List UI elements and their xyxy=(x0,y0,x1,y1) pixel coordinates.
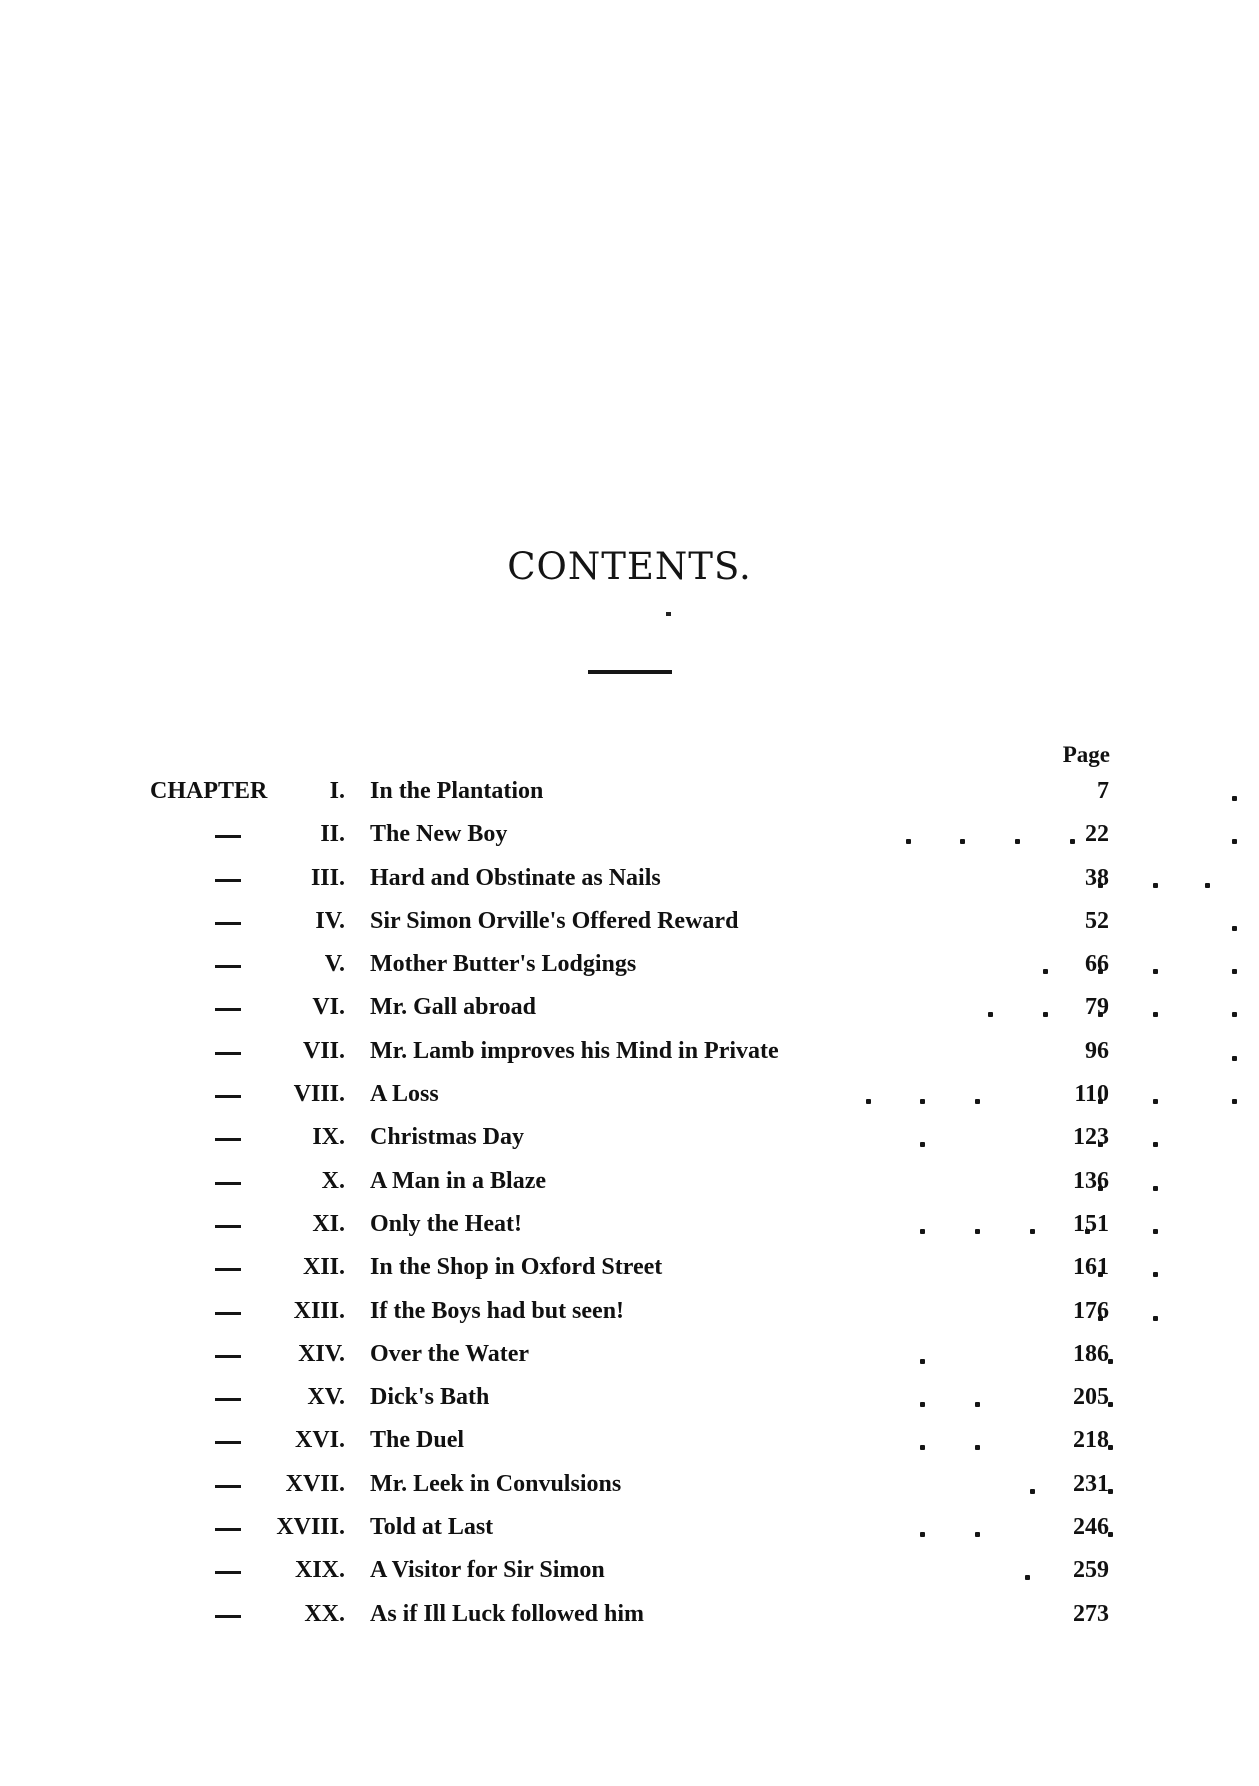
ditto-dash xyxy=(215,900,241,943)
page-number: 186 xyxy=(1073,1340,1109,1367)
toc-entry xyxy=(0,770,1259,813)
leader-dot xyxy=(1232,1056,1237,1061)
page-number: 123 xyxy=(1073,1124,1109,1151)
chapter-title: Over the Water xyxy=(370,1340,530,1367)
chapter-numeral: VIII. xyxy=(293,1081,345,1108)
leader-dots xyxy=(540,1419,980,1462)
leader-dots xyxy=(540,1593,980,1636)
page-number: 205 xyxy=(1073,1384,1109,1411)
toc-entry xyxy=(0,813,1259,856)
ditto-dash xyxy=(215,1073,241,1116)
ditto-dash xyxy=(215,943,241,986)
leader-dots xyxy=(540,1246,980,1289)
page-number: 96 xyxy=(1085,1037,1109,1064)
ditto-dash xyxy=(215,1593,241,1636)
leader-dot xyxy=(1153,1316,1158,1321)
page-number: 52 xyxy=(1085,907,1109,934)
leader-dot xyxy=(1015,839,1020,844)
page-column-header: Page xyxy=(1062,742,1110,767)
leader-dot xyxy=(866,1099,871,1104)
chapter-numeral: I. xyxy=(329,778,345,804)
toc-entry xyxy=(0,986,1259,1029)
page-number: 273 xyxy=(1073,1600,1109,1627)
chapter-numeral: XII. xyxy=(302,1254,345,1281)
ditto-dash xyxy=(215,1116,241,1159)
toc-entry xyxy=(0,1593,1259,1636)
chapter-title: A Visitor for Sir Simon xyxy=(370,1557,605,1584)
leader-dots xyxy=(540,1030,980,1073)
chapter-numeral: X. xyxy=(321,1167,345,1194)
chapter-numeral: XVI. xyxy=(294,1427,345,1454)
leader-dot xyxy=(1025,1575,1030,1580)
page-number: 38 xyxy=(1085,864,1109,891)
ditto-dash xyxy=(215,1246,241,1289)
leader-dot xyxy=(1030,1489,1035,1494)
toc-entry xyxy=(0,1246,1259,1289)
leader-dot xyxy=(975,1229,980,1234)
chapter-numeral: V. xyxy=(324,951,345,978)
leader-dots xyxy=(540,1506,980,1549)
chapter-numeral: XIII. xyxy=(293,1297,345,1324)
chapter-title: A Man in a Blaze xyxy=(370,1167,547,1194)
ditto-dash xyxy=(215,1506,241,1549)
toc-entry xyxy=(0,1203,1259,1246)
leader-dots xyxy=(540,1333,980,1376)
leader-dots xyxy=(540,1116,980,1159)
toc-entry xyxy=(0,1333,1259,1376)
page-number: 22 xyxy=(1085,821,1109,848)
toc-entry xyxy=(0,1160,1259,1203)
page-number: 79 xyxy=(1085,994,1109,1021)
ditto-dash xyxy=(215,1290,241,1333)
ditto-dash xyxy=(215,813,241,856)
leader-dot xyxy=(1153,1186,1158,1191)
leader-dot xyxy=(1205,883,1210,888)
leader-dots xyxy=(540,857,980,900)
leader-dot xyxy=(1153,883,1158,888)
chapter-numeral: XIV. xyxy=(298,1340,345,1367)
toc-entry xyxy=(0,1463,1259,1506)
page-number: 161 xyxy=(1073,1254,1109,1281)
leader-dots xyxy=(540,943,980,986)
leader-dot xyxy=(920,1229,925,1234)
chapter-title: The Duel xyxy=(370,1427,465,1454)
ditto-dash xyxy=(215,1419,241,1462)
ditto-dash xyxy=(215,1160,241,1203)
toc-entry xyxy=(0,943,1259,986)
toc-entry xyxy=(0,1073,1259,1116)
leader-dot xyxy=(1153,1229,1158,1234)
page-number: 66 xyxy=(1085,951,1109,978)
title-rule xyxy=(588,670,672,674)
toc-entry xyxy=(0,900,1259,943)
chapter-title: Mr. Gall abroad xyxy=(370,994,537,1021)
ditto-dash xyxy=(215,1376,241,1419)
chapter-title: Hard and Obstinate as Nails xyxy=(370,864,661,891)
leader-dot xyxy=(920,1402,925,1407)
page-number: 218 xyxy=(1073,1427,1109,1454)
chapter-title: Sir Simon Orville's Offered Reward xyxy=(370,907,739,934)
leader-dots xyxy=(540,813,980,856)
chapter-title: Christmas Day xyxy=(370,1124,524,1151)
chapter-numeral: VI. xyxy=(312,994,345,1021)
toc-entry xyxy=(0,1376,1259,1419)
ditto-dash xyxy=(215,857,241,900)
leader-dots xyxy=(540,770,980,813)
leader-dot xyxy=(1153,1012,1158,1017)
leader-dots xyxy=(540,1290,980,1333)
leader-dots xyxy=(540,986,980,1029)
chapter-numeral: XIX. xyxy=(294,1557,345,1584)
leader-dot xyxy=(1153,1099,1158,1104)
leader-dot xyxy=(1232,839,1237,844)
page-title: CONTENTS. xyxy=(507,545,752,588)
chapter-title: Dick's Bath xyxy=(370,1384,490,1411)
ditto-dash xyxy=(215,1030,241,1073)
leader-dot xyxy=(1232,796,1237,801)
leader-dot xyxy=(920,1359,925,1364)
chapter-numeral: IX. xyxy=(312,1124,345,1151)
chapter-numeral: VII. xyxy=(302,1037,345,1064)
chapter-title: As if Ill Luck followed him xyxy=(370,1600,645,1627)
toc-entry xyxy=(0,1030,1259,1073)
leader-dot xyxy=(1153,969,1158,974)
page-number: 259 xyxy=(1073,1557,1109,1584)
chapter-title: A Loss xyxy=(370,1081,439,1108)
toc-entry xyxy=(0,1506,1259,1549)
chapter-numeral: III. xyxy=(310,864,345,891)
leader-dot xyxy=(920,1532,925,1537)
chapter-title: In the Shop in Oxford Street xyxy=(370,1254,663,1281)
page-number: 136 xyxy=(1073,1167,1109,1194)
page-number: 231 xyxy=(1073,1470,1109,1497)
ditto-dash xyxy=(215,1333,241,1376)
page-number: 246 xyxy=(1073,1514,1109,1541)
toc-entry xyxy=(0,1549,1259,1592)
leader-dot xyxy=(1232,1012,1237,1017)
leader-dot xyxy=(975,1532,980,1537)
leader-dots xyxy=(540,1376,980,1419)
leader-dot xyxy=(975,1099,980,1104)
leader-dots xyxy=(540,1463,980,1506)
chapter-title: If the Boys had but seen! xyxy=(370,1297,625,1324)
chapter-title: Only the Heat! xyxy=(370,1210,522,1237)
chapter-numeral: XVII. xyxy=(285,1470,345,1497)
toc-entry xyxy=(0,1290,1259,1333)
leader-dots xyxy=(540,900,980,943)
chapter-label: CHAPTER xyxy=(150,778,268,804)
page-number: 151 xyxy=(1073,1210,1109,1237)
leader-dots xyxy=(540,1160,980,1203)
ditto-dash xyxy=(215,986,241,1029)
toc-entry xyxy=(0,1116,1259,1159)
ditto-dash xyxy=(215,1203,241,1246)
chapter-numeral: II. xyxy=(320,821,345,848)
chapter-numeral: XV. xyxy=(307,1384,345,1411)
leader-dot xyxy=(1153,1142,1158,1147)
chapter-numeral: XVIII. xyxy=(276,1514,345,1541)
leader-dots xyxy=(540,1203,980,1246)
chapter-title: In the Plantation xyxy=(370,778,544,804)
leader-dot xyxy=(988,1012,993,1017)
leader-dot xyxy=(1030,1229,1035,1234)
chapter-numeral: XI. xyxy=(312,1210,345,1237)
chapter-title: Told at Last xyxy=(370,1514,494,1541)
ditto-dash xyxy=(215,1549,241,1592)
leader-dot xyxy=(975,1402,980,1407)
leader-dots xyxy=(540,1549,980,1592)
toc-entry xyxy=(0,1419,1259,1462)
leader-dot xyxy=(920,1142,925,1147)
ditto-dash xyxy=(215,1463,241,1506)
leader-dot xyxy=(1232,969,1237,974)
chapter-title: Mother Butter's Lodgings xyxy=(370,951,637,978)
leader-dot xyxy=(906,839,911,844)
chapter-title: Mr. Leek in Convulsions xyxy=(370,1470,622,1497)
table-of-contents xyxy=(0,770,1259,1636)
leader-dot xyxy=(975,1445,980,1450)
title-ornament-dot xyxy=(666,612,671,616)
leader-dot xyxy=(920,1099,925,1104)
page-number: 110 xyxy=(1074,1081,1109,1108)
leader-dots xyxy=(540,1073,980,1116)
chapter-numeral: XX. xyxy=(304,1600,345,1627)
chapter-numeral: IV. xyxy=(315,907,345,934)
toc-entry xyxy=(0,857,1259,900)
page-number: 176 xyxy=(1073,1297,1109,1324)
leader-dot xyxy=(1232,1099,1237,1104)
leader-dot xyxy=(1153,1272,1158,1277)
leader-dot xyxy=(1232,926,1237,931)
chapter-title: The New Boy xyxy=(370,821,508,848)
chapter-title: Mr. Lamb improves his Mind in Private xyxy=(370,1037,779,1064)
page-number: 7 xyxy=(1097,778,1109,804)
leader-dot xyxy=(960,839,965,844)
leader-dot xyxy=(920,1445,925,1450)
